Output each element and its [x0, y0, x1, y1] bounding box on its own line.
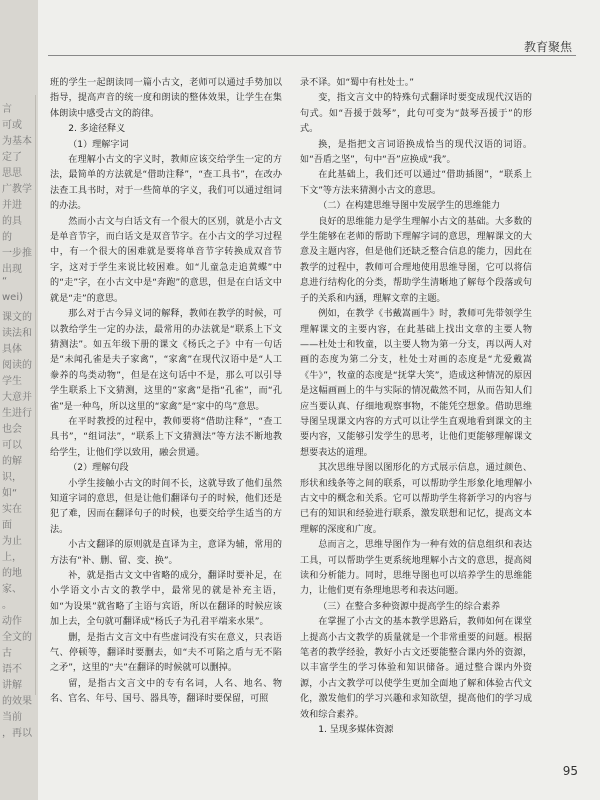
paragraph: 留，是指古文言文中的专有名词，人名、地名、物名、官名、年号、国号、器具等，翻译时要保留，可照 — [50, 678, 282, 705]
section-heading: （三）在整合多种资源中提高学生的综合素养 — [318, 601, 501, 612]
right-column — [300, 76, 532, 738]
paragraph: 然而小古文与白话文有一个很大的区别，就是小古文是单音节字，而白话文是双音节字。在小古文的学习过程中，有一个很大的困难就是要将单音节字转换成双音节字，这对于学生来说比较困难。如“儿童急走追黄蝶”中的“走”字，在小古文中是“奔跑”的意思，但是在白话文中就是“走”的意思。 — [50, 216, 282, 304]
spine-text-fragment: wei) — [2, 292, 24, 303]
spine-text-fragment: 识， — [2, 472, 22, 483]
spine-text-fragment: 也会 — [2, 424, 22, 435]
spine-text-fragment: 课文的 — [2, 312, 32, 323]
paragraph: 小古文翻译的原则就是直译为主，意译为辅，常用的方法有“补、删、留、变、换”。 — [50, 540, 282, 566]
paragraph: 在理解小古文的字义时，教师应该交给学生一定的方法，最简单的方法就是“借助注释”，“查工具书”，在改办法查工具书时，对于一些简单的字义，我们可以通过组词的办法。 — [50, 155, 282, 212]
paragraph: 例如，在教学《书戴嵩画牛》时，教师可先带领学生理解课文的主要内容，在此基础上找出文章的主要人物——杜处士和牧童，以主要人物为第一分支，再以两人对画的态度为第二分支，杜处士对画的态度是“尤爱戴嵩《牛》”，牧童的态度是“抚掌大笑”，造成这种情况的原因是这幅画画上的牛与实际的情况截然不同，从而告知人们应当要认真、仔细地观察事物，不能凭空想象。借助思维导图呈现课文内容的方式可以让学生直观地看到课文的主要内容，又能够引发学生的思考，让他们更能够理解课文想要表达的道理。 — [300, 309, 532, 458]
page-number: 95 — [562, 764, 578, 778]
paragraph: 录不译。如“蜀中有杜处士。” — [300, 78, 414, 88]
spine-text-fragment: 的地 — [2, 568, 22, 579]
spine-text-fragment: 阅读的 — [2, 360, 32, 371]
spine-text-fragment: 如“ — [2, 488, 18, 499]
spine-text-fragment: 。 — [2, 600, 12, 611]
left-column — [50, 76, 282, 708]
section-title: 教育聚焦 — [523, 40, 572, 54]
section-heading: （2）理解句段 — [68, 463, 129, 474]
adjacent-page-spine — [0, 0, 38, 800]
paragraph: 在平时教授的过程中，教师要将“借助注释”，“查工具书”，“组词法”，“联系上下文猜测法”等方法不断地教给学生，让他们学以致用，融会贯通。 — [50, 416, 282, 458]
spine-text-fragment: 家、 — [2, 584, 22, 595]
spine-text-fragment: 广教学 — [2, 184, 32, 195]
paragraph: 补，就是指古文文中省略的成分，翻译时要补足，在小学语文小古文的教学中，最常见的就是补充主语，如“为设果”就省略了主语与宾语，所以在翻译的时候应该加上去，全句就可翻译成“杨氏子为孔君平端来水果”。 — [50, 571, 282, 628]
header-rule — [48, 55, 576, 56]
paragraph: 换，是指把文言词语换成恰当的现代汉语的词语。如“吾盾之坚”，句中“吾”应换成“我”。 — [300, 139, 532, 166]
section-heading: （1）理解字词 — [68, 139, 129, 150]
spine-text-fragment: 可以 — [2, 440, 22, 451]
spine-text-fragment: 大意并 — [2, 392, 32, 403]
paragraph: 小学生接触小古文的时间不长，这就导致了他们虽然知道字词的意思，但是让他们翻译句子的时候，他们还是犯了难，因而在翻译句子的时候，也要交给学生适当的方法。 — [50, 478, 282, 535]
spine-text-fragment: 为基本 — [2, 136, 32, 147]
section-heading: （二）在构建思维导图中发展学生的思维能力 — [318, 201, 501, 212]
spine-text-fragment: 的效果 — [2, 696, 32, 707]
spine-text-fragment: 生进行 — [2, 408, 32, 419]
spine-text-fragment: 的 — [2, 232, 12, 243]
paragraph: 那么对于古今异义词的解释，教师在教学的时候，可以教给学生一定的办法，最常用的办法就是“联系上下文猜测法”。如五年级下册的课文《杨氏之子》中有一句话是“未闻孔雀是夫子家禽”，“家禽”在现代汉语中是“人工豢养的鸟类动物”，但是在这句话中不是，那么可以引导学生联系上下文猜测，这里的“家禽”是指“孔雀”，而“孔雀”是一种鸟，所以这里的“家禽”是“家中的鸟”意思。 — [50, 309, 282, 412]
spine-text-fragment: 学生 — [2, 376, 22, 387]
paragraph: 在掌握了小古文的基本教学思路后，教师如何在课堂上提高小古文教学的质量就是一个非常重要的问题。根据笔者的教学经验，教好小古文还要能整合课内外的资源，以丰富学生的学习体验和知识储备。通过整合课内外资源，小古文教学可以使学生更加全面地了解和体验古代文化，激发他们的学习兴趣和求知欲望，提高他们的学习成效和综合素养。 — [300, 617, 532, 720]
paragraph: 良好的思维能力是学生理解小古文的基础。大多数的学生能够在老师的帮助下理解字词的意思，理解课文的大意及主题内容，但是他们还缺乏整合信息的能力，因此在教学的过程中，教师可合理地使用思维导图，它可以将信息进行结构化的分类，帮助学生清晰地了解每个段落或句子的关系和内涵，理解文章的主题。 — [300, 216, 532, 304]
spine-text-fragment: 可或 — [2, 120, 22, 131]
spine-text-fragment: 当前 — [2, 712, 22, 723]
paragraph: 在此基础上，我们还可以通过“借助插图”，“联系上下文”等方法来猜测小古文的意思。 — [300, 170, 532, 196]
spine-text-fragment: 实在 — [2, 504, 22, 515]
spine-text-fragment: 读法和 — [2, 328, 32, 339]
spine-text-fragment: 语不 — [2, 664, 22, 675]
paragraph: 删，是指古文言文中有些虚词没有实在意义，只表语气、停顿等，翻译时要删去，如“夫不可陷之盾与无不陷之矛”，这里的“夫”在翻译的时候就可以删掉。 — [50, 632, 282, 674]
spine-text-fragment: 思思 — [2, 168, 22, 179]
paragraph: 其次思维导图以图形化的方式展示信息，通过颜色、形状和线条等之间的联系，可以帮助学生形象化地理解小古文中的概念和关系。它可以帮助学生将新学习的内容与已有的知识和经验进行联系，激发联想和记忆，提高文本理解的深度和广度。 — [300, 463, 532, 535]
spine-text-fragment: 定了 — [2, 152, 22, 163]
spine-text-fragment: 动作 — [2, 616, 22, 627]
spine-text-fragment: 言 — [2, 104, 12, 115]
section-heading: 2. 多途径释义 — [68, 124, 126, 135]
spine-text-fragment: 的具 — [2, 216, 22, 227]
spine-text-fragment: ，再以 — [2, 728, 32, 739]
spine-text-fragment: 上， — [2, 552, 22, 563]
paragraph: 变，指文言文中的特殊句式翻译时要变成现代汉语的句式。如“吾援于鼓琴”，此句可变为“鼓琴吾援于”的形式。 — [300, 93, 532, 135]
spine-text-fragment: 的解 — [2, 456, 22, 467]
spine-text-fragment: 一步推 — [2, 248, 32, 259]
spine-text-fragment: 古 — [2, 648, 12, 659]
spine-divider — [35, 95, 36, 695]
spine-text-fragment: 出现 — [2, 264, 22, 275]
spine-text-fragment: 具体 — [2, 344, 22, 355]
spine-text-fragment: 全文的 — [2, 632, 32, 643]
spine-text-fragment: 为止 — [2, 536, 22, 547]
spine-text-fragment: 面 — [2, 520, 12, 531]
paragraph: 班的学生一起朗读同一篇小古文，老师可以通过手势加以指导，提高声音的统一度和朗读的整体效果，让学生在集体朗读中感受古文的韵律。 — [50, 78, 282, 119]
spine-text-fragment: 并进 — [2, 200, 22, 211]
section-heading: 1. 呈现多媒体资源 — [318, 725, 394, 736]
paragraph: 总而言之，思维导图作为一种有效的信息组织和表达工具，可以帮助学生更系统地理解小古文的意思，提高阅读和分析能力。同时，思维导图也可以培养学生的思维能力，让他们更有条理地思考和表达问题。 — [300, 540, 532, 597]
page — [38, 0, 600, 800]
spine-text-fragment: 讲解 — [2, 680, 22, 691]
spine-text-fragment: “ — [2, 276, 8, 287]
